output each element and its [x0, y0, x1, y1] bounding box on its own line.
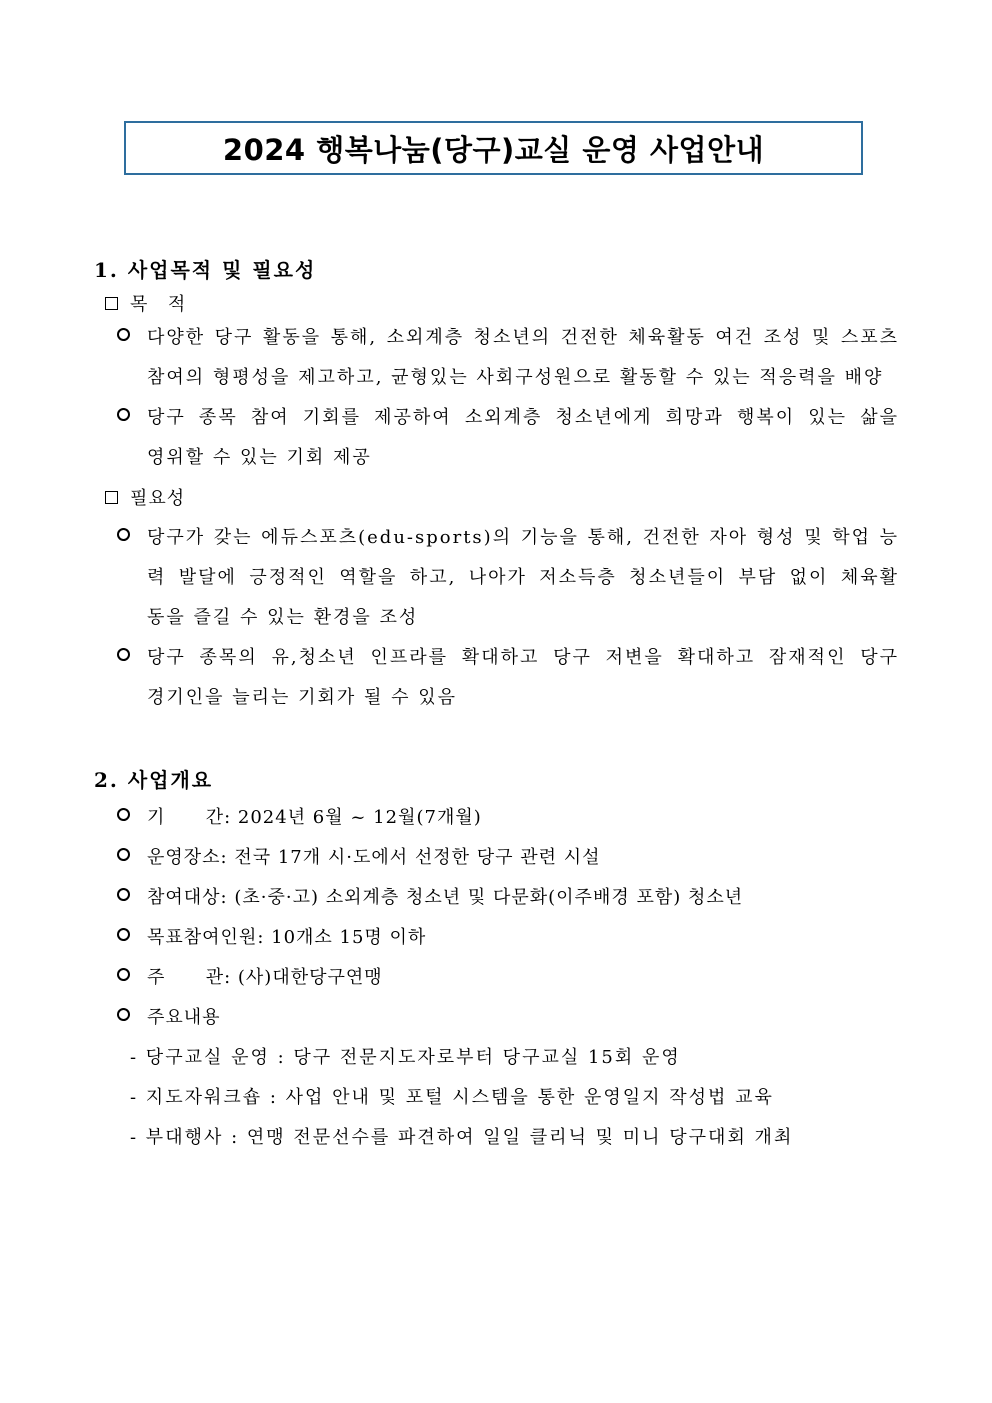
necessity-bullet-1	[117, 518, 899, 638]
circle-bullet-icon	[117, 848, 130, 861]
overview-text: 운영장소: 전국 17개 시·도에서 선정한 당구 관련 시설	[147, 847, 601, 868]
overview-text: 목표참여인원: 10개소 15명 이하	[147, 927, 427, 948]
bullet-line: 당구가 갖는 에듀스포츠(edu-sports)의 기능을 통해, 건전한 자아 형성 및 학업 능	[147, 527, 899, 548]
bullet-line: 다양한 당구 활동을 통해, 소외계층 청소년의 건전한 체육활동 여건 조성 및 스포츠	[147, 327, 899, 348]
circle-bullet-icon	[117, 1008, 130, 1021]
purpose-bullet-1	[117, 318, 899, 398]
necessity-subheading	[105, 484, 185, 510]
overview-item-period	[117, 798, 899, 838]
document-title: 2024 행복나눔(당구)교실 운영 사업안내	[222, 132, 765, 167]
circle-bullet-icon	[117, 888, 130, 901]
title-box	[124, 121, 863, 175]
circle-bullet-icon	[117, 968, 130, 981]
purpose-subheading	[105, 290, 188, 316]
overview-text: 주요내용	[147, 1007, 221, 1028]
necessity-bullet-2	[117, 638, 899, 718]
circle-bullet-icon	[117, 408, 130, 421]
circle-bullet-icon	[117, 528, 130, 541]
bullet-line: 영위할 수 있는 기회 제공	[147, 447, 372, 468]
purpose-label: 목 적	[130, 294, 189, 315]
detail-line: - 부대행사 : 연맹 전문선수를 파견하여 일일 클리닉 및 미니 당구대회 개최	[130, 1127, 794, 1148]
purpose-bullet-2	[117, 398, 899, 478]
bullet-line: 당구 종목의 유,청소년 인프라를 확대하고 당구 저변을 확대하고 잠재적인 당구	[147, 647, 899, 668]
necessity-label: 필요성	[130, 488, 186, 509]
circle-bullet-icon	[117, 808, 130, 821]
circle-bullet-icon	[117, 928, 130, 941]
overview-text: 참여대상: (초·중·고) 소외계층 청소년 및 다문화(이주배경 포함) 청소년	[147, 887, 744, 908]
section1-heading: 1. 사업목적 및 필요성	[94, 258, 317, 282]
bullet-line: 력 발달에 긍정적인 역할을 하고, 나아가 저소득층 청소년들이 부담 없이 체육활	[147, 567, 899, 588]
bullet-line: 동을 즐길 수 있는 환경을 조성	[147, 607, 419, 628]
detail-line: - 지도자워크숍 : 사업 안내 및 포털 시스템을 통한 운영일지 작성법 교육	[130, 1087, 774, 1108]
bullet-line: 경기인을 늘리는 기회가 될 수 있음	[147, 687, 458, 708]
checkbox-square-icon	[105, 297, 118, 310]
overview-item-venue	[117, 838, 899, 878]
section2-heading: 2. 사업개요	[94, 768, 214, 792]
overview-text: 주 관: (사)대한당구연맹	[147, 967, 383, 988]
checkbox-square-icon	[105, 491, 118, 504]
overview-item-contents	[117, 998, 899, 1038]
overview-item-target	[117, 878, 899, 918]
overview-item-participants	[117, 918, 899, 958]
overview-item-organizer	[117, 958, 899, 998]
bullet-line: 당구 종목 참여 기회를 제공하여 소외계층 청소년에게 희망과 행복이 있는 삶을	[147, 407, 899, 428]
detail-line: - 당구교실 운영 : 당구 전문지도자로부터 당구교실 15회 운영	[130, 1047, 681, 1068]
bullet-line: 참여의 형평성을 제고하고, 균형있는 사회구성원으로 활동할 수 있는 적응력을 배양	[147, 367, 884, 388]
circle-bullet-icon	[117, 328, 130, 341]
overview-text: 기 간: 2024년 6월 ~ 12월(7개월)	[147, 807, 482, 828]
circle-bullet-icon	[117, 648, 130, 661]
